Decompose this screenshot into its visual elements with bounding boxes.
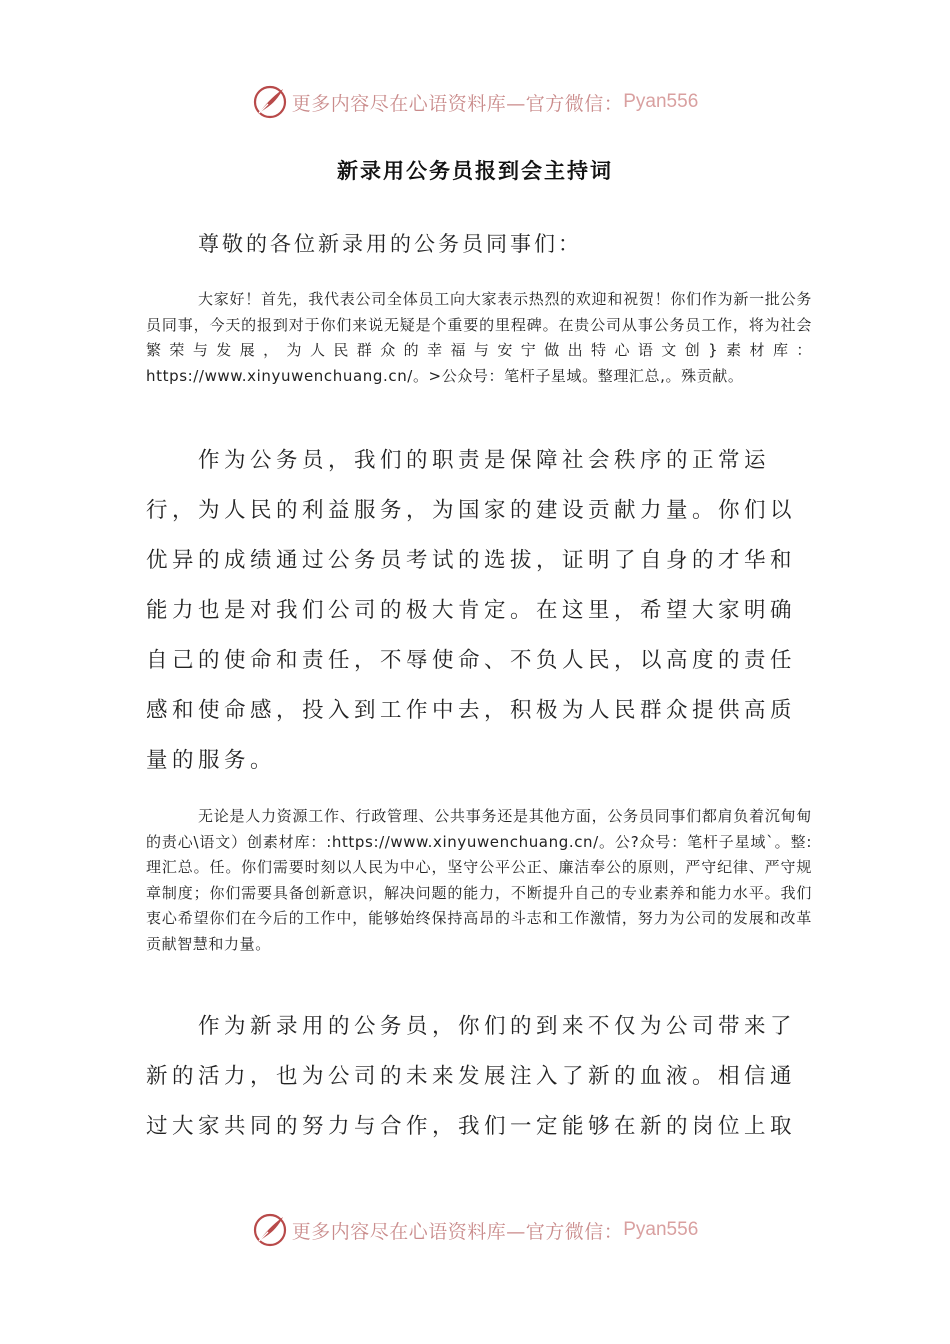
quill-pen-logo-icon bbox=[252, 84, 288, 120]
greeting: 尊敬的各位新录用的公务员同事们： bbox=[198, 232, 582, 256]
banner-text: 更多内容尽在心语资料库—官方微信： bbox=[291, 1220, 624, 1243]
quill-pen-logo-icon bbox=[252, 1212, 288, 1248]
footer-banner bbox=[0, 1210, 950, 1250]
banner-text: 更多内容尽在心语资料库—官方微信： bbox=[291, 92, 624, 115]
paragraph-1: 大家好！首先，我代表公司全体员工向大家表示热烈的欢迎和祝贺！你们作为新一批公务员同事，今天的报到对于你们来说无疑是个重要的里程碑。在贵公司从事公务员工作，将为社会繁荣与发展，为人民群众的幸福与安宁做出特心语文创}素材库：https://www.xinyuwenchuang.cn/。>公众号：笔杆子星域。整理汇总,。殊贡献。 bbox=[146, 290, 812, 385]
header-banner bbox=[0, 82, 950, 122]
paragraph-4: 作为新录用的公务员，你们的到来不仅为公司带来了新的活力，也为公司的未来发展注入了新的血液。相信通过大家共同的努力与合作，我们一定能够在新的岗位上取 bbox=[146, 1014, 797, 1139]
paragraph-2: 作为公务员，我们的职责是保障社会秩序的正常运行，为人民的利益服务，为国家的建设贡献力量。你们以优异的成绩通过公务员考试的选拔，证明了自身的才华和能力也是对我们公司的极大肯定。在这里，希望大家明确自己的使命和责任，不辱使命、不负人民，以高度的责任感和使命感，投入到工作中去，积极为人民群众提供高质量的服务。 bbox=[146, 448, 797, 773]
banner-wechat-id: Pyan556 bbox=[623, 1219, 699, 1240]
document-title: 新录用公务员报到会主持词 bbox=[337, 159, 613, 183]
banner-wechat-id: Pyan556 bbox=[623, 91, 699, 112]
paragraph-3: 无论是人力资源工作、行政管理、公共事务还是其他方面，公务员同事们都肩负着沉甸甸的责心\语文）创素材库：:https://www.xinyuwenchuang.cn/。公?众号：笔杆子星域`。整:理汇总。任。你们需要时刻以人民为中心，坚守公平公正、廉洁奉公的原则，严守纪律、严守规章制度；你们需要具备创新意识，解决问题的能力，不断提升自己的专业素养和能力水平。我们衷心希望你们在今后的工作中，能够始终保持高昂的斗志和工作激情，努力为公司的发展和改革贡献智慧和力量。 bbox=[146, 807, 812, 953]
